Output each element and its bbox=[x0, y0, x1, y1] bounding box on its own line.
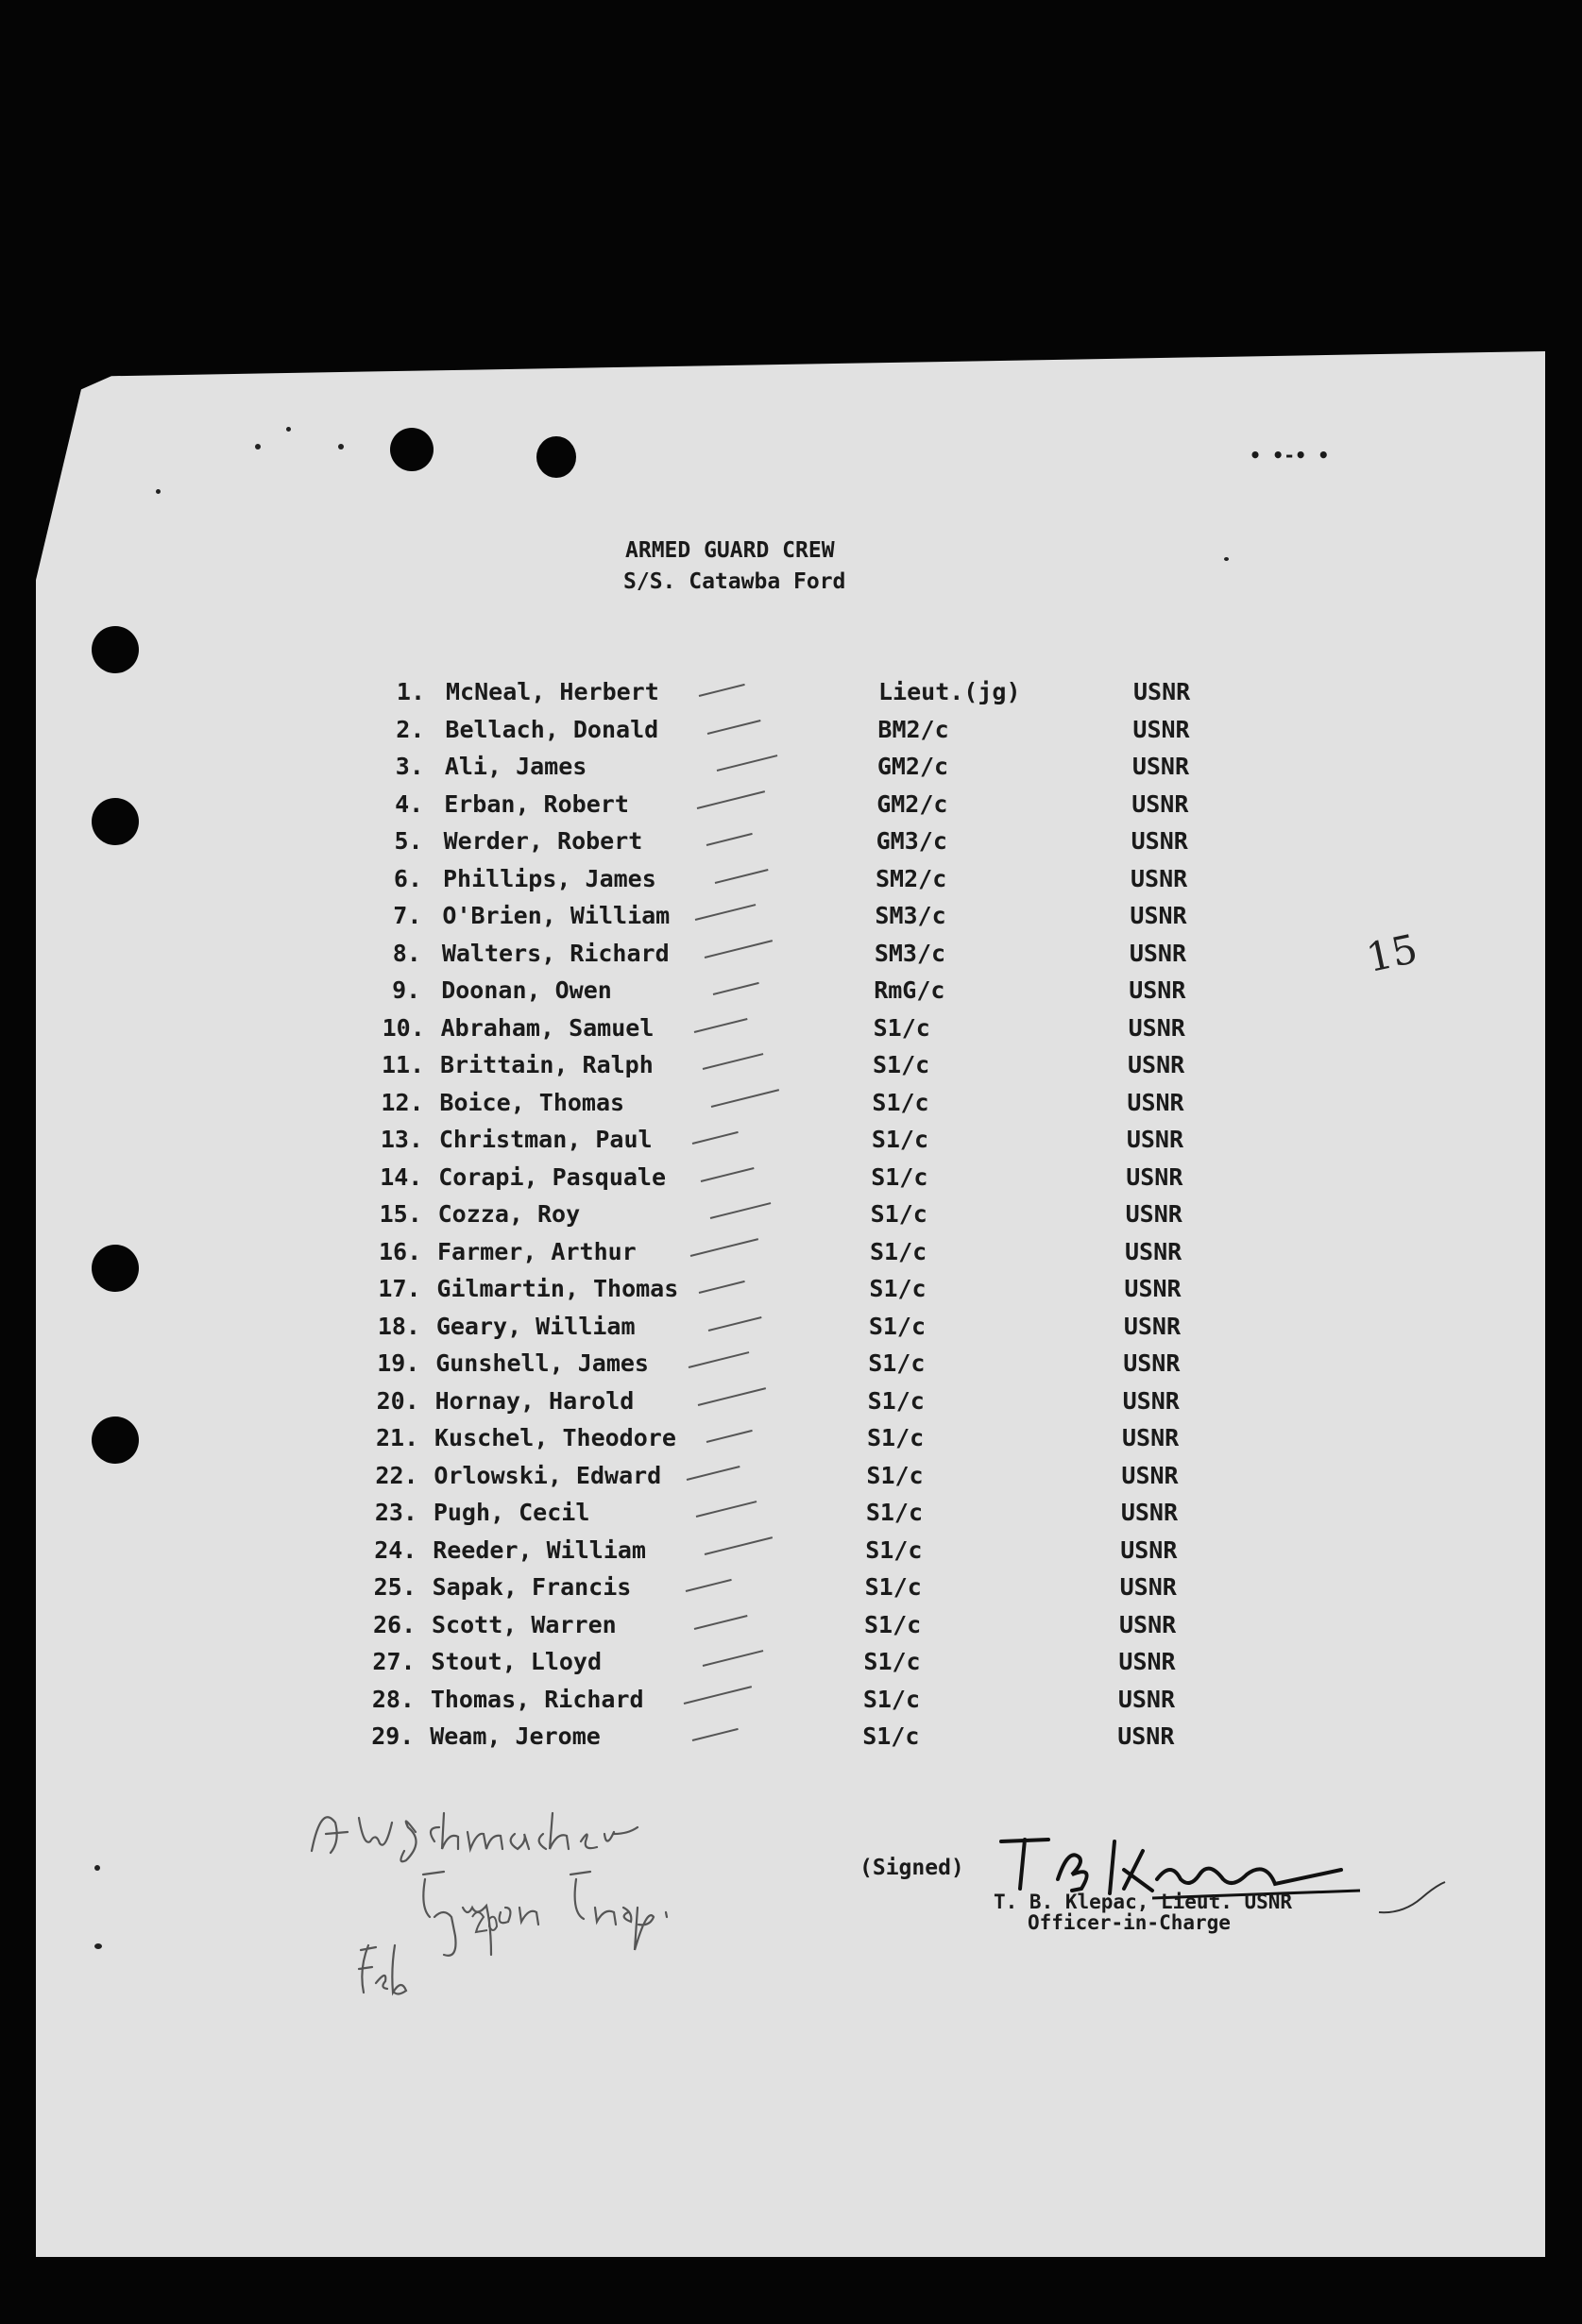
row-number: 28. bbox=[371, 1685, 415, 1713]
row-number: 4. bbox=[395, 789, 424, 818]
row-number: 19. bbox=[377, 1349, 420, 1377]
inspector-signature bbox=[302, 1775, 888, 2078]
table-row bbox=[377, 1349, 1227, 1383]
crew-rate: SM3/c bbox=[874, 939, 946, 967]
crew-branch: USNR bbox=[1131, 789, 1189, 818]
table-row bbox=[374, 1573, 1224, 1607]
crew-branch: USNR bbox=[1123, 1312, 1182, 1340]
row-number: 29. bbox=[371, 1722, 415, 1750]
crew-rate: RmG/c bbox=[874, 976, 945, 1004]
crew-rate: GM2/c bbox=[876, 789, 948, 818]
table-row bbox=[387, 678, 1237, 712]
crew-name: Erban, Robert bbox=[444, 789, 629, 818]
page-number: 15 bbox=[1362, 925, 1421, 982]
crew-branch: USNR bbox=[1131, 827, 1188, 855]
check-tick bbox=[715, 868, 769, 883]
crew-name: Christman, Paul bbox=[438, 1126, 653, 1153]
crew-name: Farmer, Arthur bbox=[437, 1237, 637, 1265]
crew-branch: USNR bbox=[1122, 1424, 1180, 1451]
table-row bbox=[383, 1014, 1233, 1048]
table-row bbox=[377, 1387, 1227, 1421]
crew-name: McNeal, Herbert bbox=[446, 678, 659, 705]
punch-hole bbox=[536, 436, 576, 478]
crew-name: Walters, Richard bbox=[441, 939, 670, 967]
crew-branch: USNR bbox=[1125, 1237, 1182, 1265]
crew-rate: S1/c bbox=[865, 1499, 924, 1526]
crew-branch: USNR bbox=[1120, 1535, 1178, 1564]
crew-rate: S1/c bbox=[863, 1648, 921, 1675]
row-number: 3. bbox=[395, 753, 424, 780]
crew-branch: USNR bbox=[1129, 939, 1187, 967]
crew-branch: USNR bbox=[1128, 1051, 1185, 1078]
crew-branch: USNR bbox=[1131, 753, 1190, 780]
crew-name: Orlowski, Edward bbox=[434, 1461, 662, 1489]
corner-mark: • •-• • bbox=[1250, 444, 1330, 466]
row-number: 26. bbox=[373, 1610, 417, 1638]
row-number: 8. bbox=[392, 939, 421, 967]
check-tick bbox=[711, 1089, 779, 1108]
crew-rate: S1/c bbox=[867, 1386, 925, 1415]
crew-rate: S1/c bbox=[871, 1162, 928, 1191]
check-tick bbox=[693, 1017, 747, 1032]
row-number: 12. bbox=[381, 1088, 424, 1116]
crew-rate: S1/c bbox=[868, 1349, 926, 1377]
signed-label: (Signed) bbox=[859, 1856, 964, 1880]
row-number: 24. bbox=[374, 1535, 417, 1564]
check-tick bbox=[695, 904, 757, 921]
check-tick bbox=[696, 1501, 757, 1518]
crew-name: Boice, Thomas bbox=[439, 1088, 625, 1116]
crew-branch: USNR bbox=[1121, 1461, 1179, 1489]
crew-name: Gunshell, James bbox=[435, 1349, 649, 1377]
check-tick bbox=[707, 719, 761, 734]
table-row bbox=[379, 1238, 1229, 1272]
crew-roster bbox=[371, 678, 1237, 1773]
table-row bbox=[378, 1275, 1228, 1309]
crew-rate: S1/c bbox=[862, 1722, 920, 1750]
check-tick bbox=[705, 1536, 773, 1555]
row-number: 25. bbox=[373, 1573, 417, 1601]
row-number: 14. bbox=[380, 1162, 423, 1191]
check-tick bbox=[685, 1579, 731, 1592]
check-tick bbox=[690, 1238, 758, 1257]
check-tick bbox=[694, 1614, 748, 1629]
check-tick bbox=[708, 1315, 762, 1331]
table-row bbox=[375, 1462, 1225, 1496]
table-row bbox=[385, 827, 1235, 861]
row-number: 21. bbox=[376, 1424, 419, 1451]
row-number: 22. bbox=[375, 1461, 418, 1489]
crew-rate: S1/c bbox=[868, 1312, 927, 1340]
ink-speck bbox=[94, 1865, 100, 1871]
check-tick bbox=[692, 1728, 739, 1741]
crew-name: Abraham, Samuel bbox=[440, 1013, 655, 1042]
crew-name: Thomas, Richard bbox=[430, 1685, 644, 1713]
crew-name: Kuschel, Theodore bbox=[434, 1424, 676, 1451]
crew-rate: S1/c bbox=[862, 1685, 921, 1713]
crew-branch: USNR bbox=[1124, 1275, 1182, 1302]
crew-rate: S1/c bbox=[873, 1013, 930, 1042]
row-number: 6. bbox=[393, 864, 422, 892]
table-row bbox=[381, 1089, 1231, 1123]
crew-rate: S1/c bbox=[873, 1051, 930, 1078]
punch-hole bbox=[92, 626, 139, 673]
table-row bbox=[383, 902, 1233, 936]
crew-name: Weam, Jerome bbox=[430, 1722, 601, 1750]
ink-speck bbox=[255, 444, 261, 450]
check-tick bbox=[709, 1202, 771, 1219]
crew-branch: USNR bbox=[1129, 976, 1186, 1004]
table-row bbox=[383, 976, 1233, 1010]
crew-branch: USNR bbox=[1132, 715, 1190, 743]
crew-rate: S1/c bbox=[864, 1610, 922, 1638]
crew-rate: S1/c bbox=[865, 1535, 923, 1564]
ink-speck bbox=[156, 489, 161, 494]
crew-rate: S1/c bbox=[870, 1237, 927, 1265]
row-number: 18. bbox=[377, 1312, 420, 1340]
crew-branch: USNR bbox=[1125, 1200, 1182, 1228]
crew-name: Stout, Lloyd bbox=[431, 1648, 603, 1675]
check-tick bbox=[689, 1351, 750, 1368]
row-number: 23. bbox=[374, 1499, 417, 1526]
crew-branch: USNR bbox=[1117, 1722, 1175, 1750]
table-row bbox=[382, 1051, 1232, 1085]
table-row bbox=[385, 790, 1235, 824]
row-number: 27. bbox=[372, 1648, 416, 1675]
crew-rate: SM3/c bbox=[875, 902, 946, 929]
check-tick bbox=[717, 755, 778, 772]
crew-name: Sapak, Francis bbox=[432, 1573, 632, 1601]
crew-branch: USNR bbox=[1118, 1648, 1176, 1675]
check-tick bbox=[699, 1281, 745, 1294]
check-tick bbox=[705, 940, 773, 958]
crew-name: Cozza, Roy bbox=[437, 1200, 581, 1228]
check-tick bbox=[687, 1465, 740, 1480]
crew-name: Gilmartin, Thomas bbox=[436, 1275, 679, 1302]
ink-speck bbox=[1224, 557, 1229, 561]
table-row bbox=[372, 1686, 1222, 1720]
ship-name: S/S. Catawba Ford bbox=[623, 569, 846, 594]
table-row bbox=[380, 1200, 1230, 1234]
table-row bbox=[380, 1163, 1230, 1197]
punch-hole bbox=[390, 428, 434, 471]
crew-rate: S1/c bbox=[869, 1275, 927, 1302]
crew-branch: USNR bbox=[1126, 1162, 1183, 1191]
table-row bbox=[386, 753, 1236, 787]
crew-name: Brittain, Ralph bbox=[440, 1051, 654, 1078]
check-mark bbox=[1374, 1874, 1450, 1922]
table-row bbox=[372, 1648, 1222, 1682]
crew-branch: USNR bbox=[1131, 864, 1188, 892]
crew-rate: S1/c bbox=[872, 1088, 929, 1116]
punch-hole bbox=[92, 1416, 139, 1464]
check-tick bbox=[697, 790, 765, 809]
crew-name: Corapi, Pasquale bbox=[438, 1162, 667, 1191]
crew-branch: USNR bbox=[1119, 1610, 1177, 1638]
crew-rate: S1/c bbox=[864, 1573, 922, 1601]
table-row bbox=[376, 1424, 1226, 1458]
crew-name: Bellach, Donald bbox=[445, 715, 659, 743]
crew-name: Hornay, Harold bbox=[434, 1386, 635, 1415]
crew-name: Ali, James bbox=[444, 753, 587, 780]
row-number: 2. bbox=[396, 715, 425, 743]
officer-title-line: Officer-in-Charge bbox=[1028, 1911, 1231, 1934]
crew-branch: USNR bbox=[1128, 1013, 1185, 1042]
crew-name: Scott, Warren bbox=[432, 1610, 617, 1638]
table-row bbox=[383, 940, 1233, 974]
ink-speck bbox=[286, 427, 291, 432]
row-number: 16. bbox=[379, 1237, 422, 1265]
crew-name: Geary, William bbox=[435, 1312, 636, 1340]
crew-rate: Lieut.(jg) bbox=[878, 678, 1021, 705]
check-tick bbox=[706, 833, 752, 846]
check-tick bbox=[697, 1387, 765, 1406]
table-row bbox=[375, 1499, 1225, 1533]
crew-name: O'Brien, William bbox=[442, 902, 671, 929]
row-number: 5. bbox=[394, 827, 423, 855]
row-number: 1. bbox=[396, 678, 425, 705]
table-row bbox=[386, 716, 1236, 750]
crew-name: Phillips, James bbox=[443, 864, 656, 892]
crew-branch: USNR bbox=[1130, 902, 1187, 929]
crew-branch: USNR bbox=[1126, 1126, 1184, 1153]
punch-hole bbox=[92, 1245, 139, 1292]
row-number: 7. bbox=[393, 902, 422, 929]
table-row bbox=[373, 1611, 1223, 1645]
officer-name-line: T. B. Klepac, Lieut. USNR bbox=[994, 1891, 1293, 1913]
check-tick bbox=[699, 684, 745, 697]
check-tick bbox=[706, 1430, 753, 1443]
check-tick bbox=[713, 982, 759, 995]
crew-branch: USNR bbox=[1120, 1499, 1179, 1526]
check-tick bbox=[703, 1053, 764, 1070]
crew-branch: USNR bbox=[1133, 678, 1191, 705]
crew-branch: USNR bbox=[1117, 1685, 1176, 1713]
row-number: 20. bbox=[376, 1386, 419, 1415]
table-row bbox=[374, 1536, 1224, 1570]
crew-branch: USNR bbox=[1127, 1088, 1184, 1116]
crew-rate: BM2/c bbox=[877, 715, 949, 743]
check-tick bbox=[692, 1131, 739, 1145]
ink-speck bbox=[94, 1943, 102, 1949]
table-row bbox=[384, 865, 1234, 899]
crew-branch: USNR bbox=[1119, 1573, 1177, 1601]
check-tick bbox=[684, 1686, 752, 1705]
table-row bbox=[381, 1126, 1231, 1160]
document-title: ARMED GUARD CREW bbox=[625, 538, 835, 563]
crew-name: Werder, Robert bbox=[443, 827, 643, 855]
table-row bbox=[371, 1722, 1221, 1756]
crew-rate: GM2/c bbox=[876, 753, 949, 780]
crew-name: Pugh, Cecil bbox=[433, 1499, 590, 1526]
row-number: 10. bbox=[382, 1013, 425, 1042]
crew-rate: GM3/c bbox=[876, 827, 947, 855]
crew-branch: USNR bbox=[1123, 1349, 1181, 1377]
ink-speck bbox=[338, 444, 344, 450]
crew-rate: S1/c bbox=[867, 1424, 925, 1451]
punch-hole bbox=[92, 798, 139, 845]
crew-rate: S1/c bbox=[866, 1461, 924, 1489]
check-tick bbox=[701, 1166, 755, 1181]
crew-branch: USNR bbox=[1122, 1386, 1180, 1415]
check-tick bbox=[703, 1650, 764, 1667]
row-number: 13. bbox=[380, 1126, 423, 1153]
crew-rate: S1/c bbox=[871, 1126, 929, 1153]
crew-rate: SM2/c bbox=[876, 864, 947, 892]
row-number: 17. bbox=[378, 1275, 421, 1302]
row-number: 11. bbox=[382, 1051, 425, 1078]
row-number: 15. bbox=[379, 1200, 422, 1228]
crew-name: Reeder, William bbox=[433, 1535, 646, 1564]
row-number: 9. bbox=[392, 976, 421, 1004]
crew-name: Doonan, Owen bbox=[441, 976, 612, 1004]
table-row bbox=[378, 1313, 1228, 1347]
crew-rate: S1/c bbox=[870, 1200, 927, 1228]
